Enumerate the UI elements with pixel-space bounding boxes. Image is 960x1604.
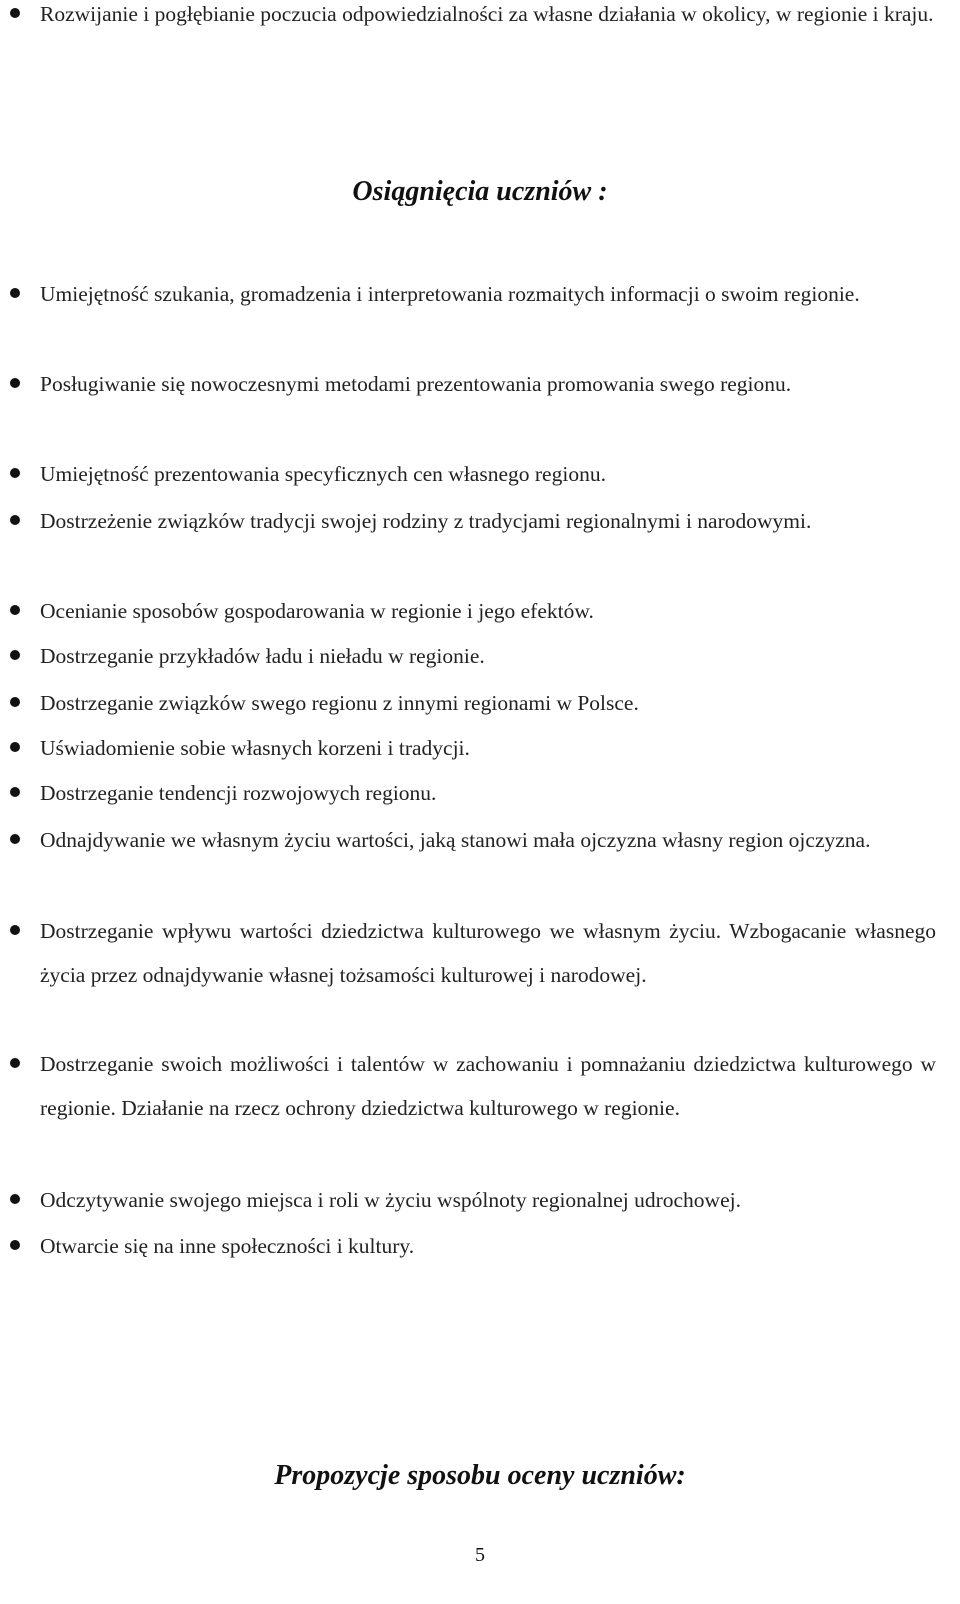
list-item [40,1042,936,1130]
list-item [40,499,936,543]
list-item-text: Posługiwanie się nowoczesnymi metodami prezentowania promowania swego regionu. [40,372,792,396]
list-item-text: Dostrzeżenie związków tradycji swojej rodziny z tradycjami regionalnymi i narodowymi. [40,509,812,533]
list-item [40,818,936,862]
list-item-text: Dostrzeganie wpływu wartości dziedzictwa kulturowego we własnym życiu. Wzbogacanie własnego życia przez odnajdywanie własnej tożsamości kulturowej i narodowej. [40,919,936,987]
list-item [40,452,936,496]
list-item [40,634,936,678]
list-item-text: Dostrzeganie swoich możliwości i talentów w zachowaniu i pomnażaniu dziedzictwa kulturowego w regionie. Działanie na rzecz ochrony dziedzictwa kulturowego w regionie. [40,1052,936,1120]
list-item [40,771,936,815]
bullet-icon [10,378,20,388]
bullet-icon [10,742,20,752]
bullet-icon [10,1240,20,1250]
bullet-icon [10,8,20,18]
list-item-text: Uświadomienie sobie własnych korzeni i tradycji. [40,736,470,760]
list-item-text: Otwarcie się na inne społeczności i kultury. [40,1234,415,1258]
list-item [40,909,936,997]
assessment-heading: Propozycje sposobu oceny uczniów: [274,1460,686,1491]
bullet-icon [10,1058,20,1068]
bullet-icon [10,925,20,935]
bullet-icon [10,787,20,797]
page-number: 5 [475,1544,485,1566]
list-item-text: Dostrzeganie związków swego regionu z innymi regionami w Polsce. [40,691,639,715]
list-item-text: Umiejętność szukania, gromadzenia i interpretowania rozmaitych informacji o swoim regionie. [40,282,860,306]
achievements-heading: Osiągnięcia uczniów : [352,176,608,207]
list-item [40,1224,936,1268]
list-item [40,272,936,316]
bullet-icon [10,605,20,615]
list-item-text: Dostrzeganie przykładów ładu i nieładu w regionie. [40,644,485,668]
list-item-text: Umiejętność prezentowania specyficznych cen własnego regionu. [40,462,606,486]
bullet-icon [10,1194,20,1204]
bullet-icon [10,468,20,478]
list-item-text: Ocenianie sposobów gospodarowania w regionie i jego efektów. [40,599,594,623]
list-item [40,1178,936,1222]
list-item-text: Odnajdywanie we własnym życiu wartości, jaką stanowi mała ojczyzna własny region ojczyzna. [40,828,871,852]
bullet-icon [10,834,20,844]
list-item-text: Dostrzeganie tendencji rozwojowych regionu. [40,781,437,805]
bullet-icon [10,288,20,298]
bullet-icon [10,697,20,707]
list-item [40,362,936,406]
list-item [40,0,936,36]
list-item [40,589,936,633]
bullet-icon [10,650,20,660]
list-item-text: Rozwijanie i pogłębianie poczucia odpowiedzialności za własne działania w okolicy, w regionie i kraju. [40,2,934,26]
list-item-text: Odczytywanie swojego miejsca i roli w życiu wspólnoty regionalnej udrochowej. [40,1188,741,1212]
bullet-icon [10,515,20,525]
list-item [40,681,936,725]
list-item [40,726,936,770]
